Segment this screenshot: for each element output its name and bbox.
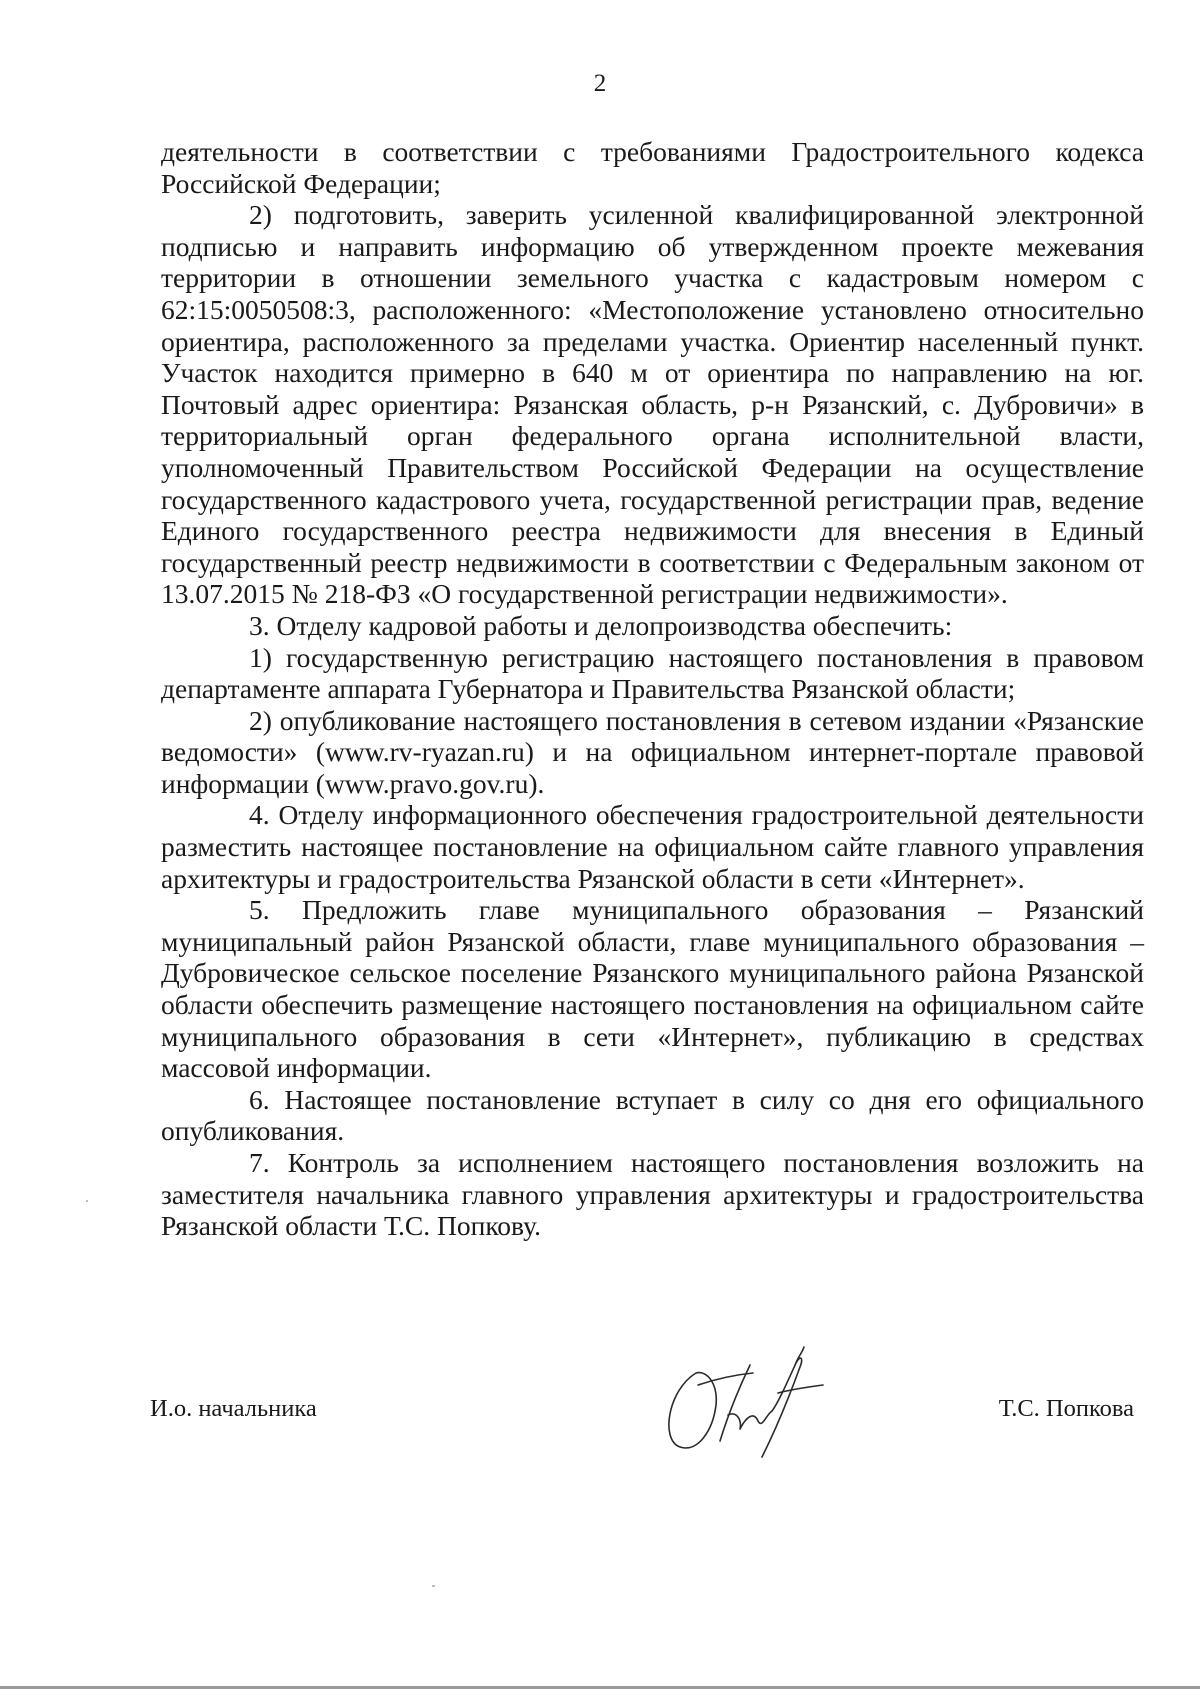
page-number: 2: [593, 70, 607, 97]
paragraph: 1) государственную регистрацию настоящего постановления в правовом департаменте аппарата Губернатора и Правительства Рязанской области;: [161, 641, 1144, 705]
scan-speck: [432, 1585, 435, 1587]
paragraph: 6. Настоящее постановление вступает в силу со дня его официального опубликования.: [161, 1083, 1144, 1147]
signatory-position: И.о. начальника: [150, 1395, 317, 1422]
signatory-name: Т.С. Попкова: [998, 1395, 1134, 1422]
paragraph: деятельности в соответствии с требованиями Градостроительного кодекса Российской Федерации;: [161, 136, 1144, 199]
scan-speck: [86, 1200, 88, 1202]
paragraph: 3. Отделу кадровой работы и делопроизводства обеспечить:: [249, 609, 953, 641]
handwritten-signature: [658, 1345, 848, 1465]
paragraph: 2) подготовить, заверить усиленной квалифицированной электронной подписью и направить информацию об утвержденном проекте межевания территории в отношении земельного участка с кадастровым номером с 62:15:0050508:3, расположенного: «Местоположение установлено относительно ориентира, расположенного за пределами участка. Ориентир населенный пункт. Участок находится примерно в 640 м от ориентира по направлению на юг. Почтовый адрес ориентира: Рязанская область, р-н Рязанский, с. Дубровичи» в территориальный орган федерального органа исполнительной власти, уполномоченный Правительством Российской Федерации на осуществление государственного кадастрового учета, государственной регистрации прав, ведение Единого государственного реестра недвижимости для внесения в Единый государственный реестр недвижимости в соответствии с Федеральным законом от 13.07.2015 № 218-ФЗ «О государственной регистрации недвижимости».: [161, 199, 1144, 610]
paragraph: 2) опубликование настоящего постановления в сетевом издании «Рязанские ведомости» (www.rv-ryazan.ru) и на официальном интернет-портале правовой информации (www.pravo.gov.ru).: [161, 704, 1144, 799]
scan-edge-line: [0, 1686, 1200, 1689]
paragraph: 5. Предложить главе муниципального образования – Рязанский муниципальный район Рязанской области, главе муниципального образования – Дубровическое сельское поселение Рязанского муниципального района Рязанской области обеспечить размещение настоящего постановления на официальном сайте муниципального образования в сети «Интернет», публикацию в средствах массовой информации.: [161, 894, 1144, 1084]
paragraph: 4. Отделу информационного обеспечения градостроительной деятельности разместить настоящее постановление на официальном сайте главного управления архитектуры и градостроительства Рязанской области в сети «Интернет».: [161, 799, 1144, 894]
document-body: [161, 136, 1144, 1242]
signature-block: [150, 1395, 1134, 1475]
paragraph: 7. Контроль за исполнением настоящего постановления возложить на заместителя начальника главного управления архитектуры и градостроительства Рязанской области Т.С. Попкову.: [161, 1147, 1144, 1242]
